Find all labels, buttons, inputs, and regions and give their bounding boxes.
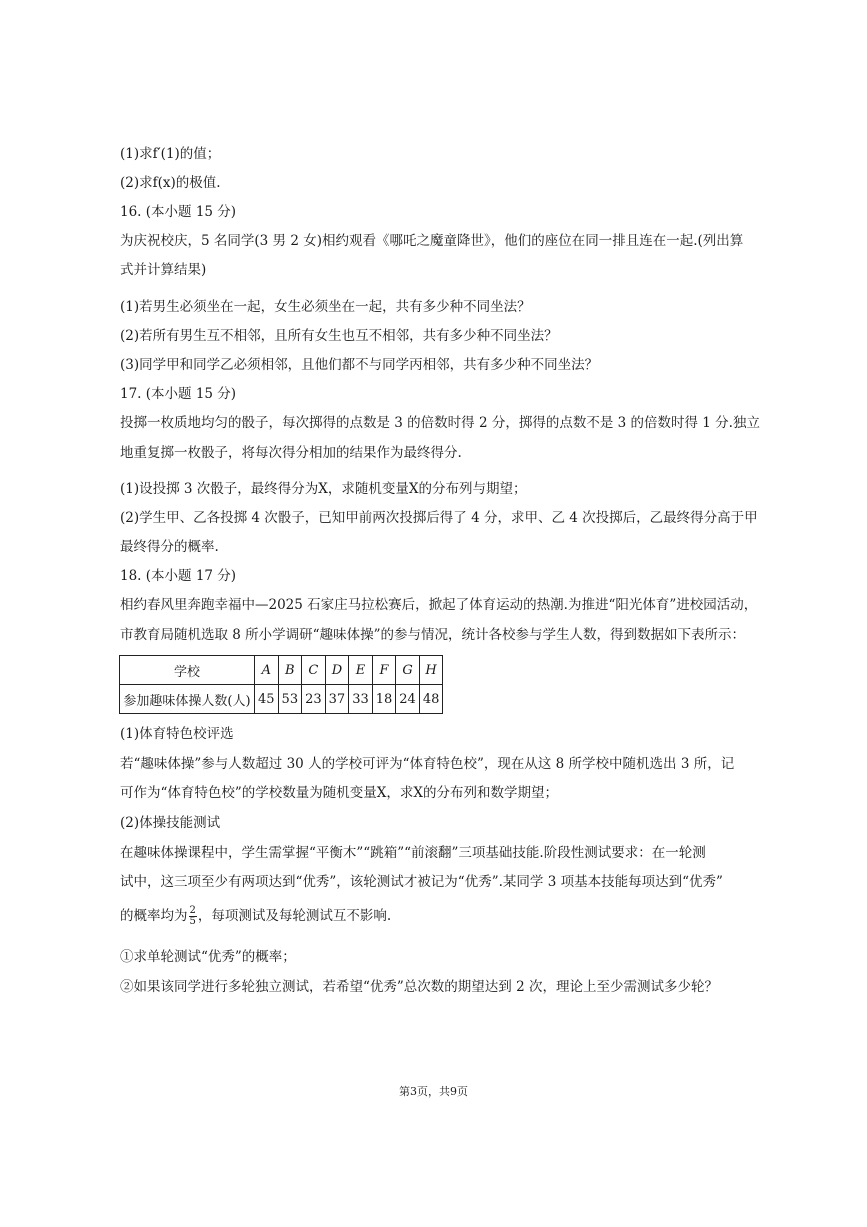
table-cell-count: 24 (396, 685, 420, 714)
q18-s2-title: (2)体操技能测试 (120, 815, 221, 831)
table-row-schools (120, 656, 443, 685)
q17-part2-line1: (2)学生甲、乙各投掷 4 次骰子，已知甲前两次投掷后得了 4 分，求甲、乙 4 次投掷后，乙最终得分高于甲 (120, 510, 758, 526)
q18-s1-line1: 若“趣味体操”参与人数超过 30 人的学校可评为“体育特色校”，现在从这 8 所学校中随机选出 3 所，记 (120, 756, 735, 772)
table-row-counts (120, 685, 443, 714)
table-cell-count: 23 (302, 685, 326, 714)
q16-heading: 16. (本小题 15 分) (120, 204, 237, 220)
q18-s2-line3-end: ，每项测试及每轮测试互不影响. (197, 908, 392, 924)
table-cell-count: 18 (372, 685, 396, 714)
table-cell-school: B (278, 656, 302, 685)
q17-part1: (1)设投掷 3 次骰子，最终得分为X，求随机变量X的分布列与期望； (120, 481, 527, 497)
q18-s2-line2: 试中，这三项至少有两项达到“优秀”，该轮测试才被记为“优秀”.某同学 3 项基本技能每项达到“优秀” (120, 874, 723, 890)
q16-intro-line1: 为庆祝校庆，5 名同学(3 男 2 女)相约观看《哪吒之魔童降世》，他们的座位在同一排且连在一起.(列出算 (120, 233, 744, 249)
q18-s1-title: (1)体育特色校评选 (120, 726, 234, 742)
q18-intro-line2: 市教育局随机选取 8 所小学调研“趣味体操”的参与情况，统计各校参与学生人数，得到数据如下表所示： (120, 627, 745, 643)
table-cell-count: 45 (255, 685, 279, 714)
q16-part3: (3)同学甲和同学乙必须相邻，且他们都不与同学丙相邻，共有多少种不同坐法？ (120, 357, 599, 373)
q18-s2-line1: 在趣味体操课程中，学生需掌握“平衡木”“跳箱”“前滚翻”三项基础技能.阶段性测试要求：在一轮测 (120, 845, 706, 861)
table-cell-school: H (419, 656, 443, 685)
page-footer: 第3页，共9页 (399, 1085, 468, 1098)
table-cell-school: D (325, 656, 349, 685)
q18-s1-line2: 可作为“体育特色校”的学校数量为随机变量X，求X的分布列和数学期望； (120, 785, 559, 801)
table-cell-count: 48 (419, 685, 443, 714)
table-cell-school: G (396, 656, 420, 685)
participation-table (119, 655, 443, 714)
q17-part2-line2: 最终得分的概率. (120, 539, 219, 555)
table-cell-school: C (302, 656, 326, 685)
q18-s2-line3 (120, 906, 391, 927)
fraction-denominator: 5 (189, 916, 196, 927)
q16-part1: (1)若男生必须坐在一起，女生必须坐在一起，共有多少种不同坐法？ (120, 299, 531, 315)
q15-part1: (1)求f′(1)的值； (120, 146, 221, 162)
fraction (189, 906, 197, 927)
q18-s2-item2: ②如果该同学进行多轮独立测试，若希望“优秀”总次数的期望达到 2 次，理论上至少需测试多少轮？ (120, 979, 718, 995)
q16-part2: (2)若所有男生互不相邻，且所有女生也互不相邻，共有多少种不同坐法？ (120, 328, 558, 344)
q17-intro-line2: 地重复掷一枚骰子，将每次得分相加的结果作为最终得分. (120, 445, 462, 461)
table-cell-count: 33 (349, 685, 373, 714)
table-row-header: 学校 (120, 656, 255, 685)
q17-heading: 17. (本小题 15 分) (120, 386, 237, 402)
q16-intro-line2: 式并计算结果) (120, 262, 207, 278)
q18-intro-line1: 相约春风里奔跑幸福中—2025 石家庄马拉松赛后，掀起了体育运动的热潮.为推进“阳光体育”进校园活动， (120, 597, 758, 613)
table-cell-school: F (372, 656, 396, 685)
q18-s2-line3-start: 的概率均为 (120, 908, 188, 924)
table-cell-school: A (255, 656, 279, 685)
table-cell-school: E (349, 656, 373, 685)
fraction-numerator: 2 (189, 905, 196, 916)
q15-part2: (2)求f(x)的极值. (120, 175, 221, 191)
table-cell-count: 37 (325, 685, 349, 714)
q17-intro-line1: 投掷一枚质地均匀的骰子，每次掷得的点数是 3 的倍数时得 2 分，掷得的点数不是 3 的倍数时得 1 分.独立 (120, 415, 760, 431)
q18-heading: 18. (本小题 17 分) (120, 568, 237, 584)
table-cell-count: 53 (278, 685, 302, 714)
q18-s2-item1: ①求单轮测试“优秀”的概率； (120, 949, 296, 965)
table-row-header: 参加趣味体操人数(人) (120, 685, 255, 714)
